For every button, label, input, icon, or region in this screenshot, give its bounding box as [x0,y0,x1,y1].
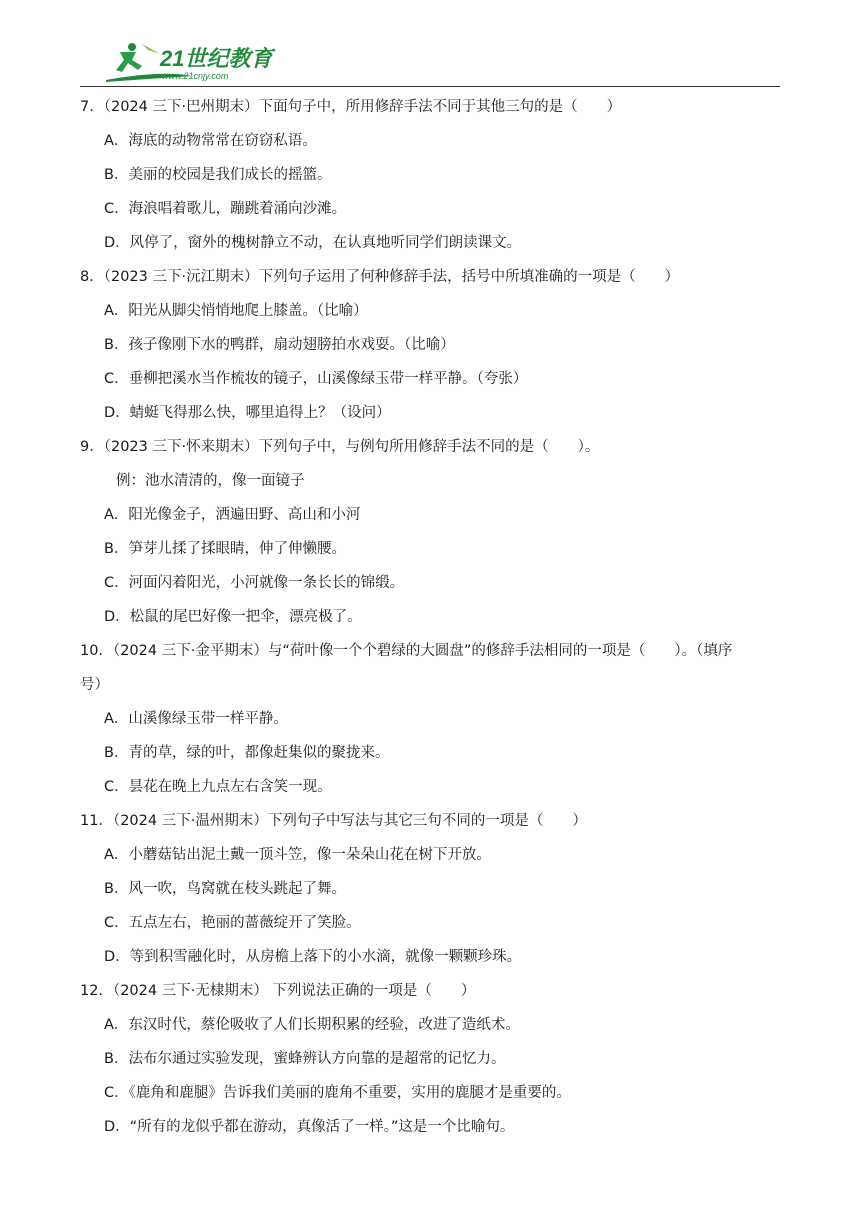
question-10 [80,634,780,804]
option-b: B．孩子像刚下水的鸭群，扇动翅膀拍水戏耍。（比喻） [104,337,455,353]
option-d: D．“所有的龙似乎都在游动，真像活了一样。”这是一个比喻句。 [104,1119,515,1135]
option-c: C．《鹿角和鹿腿》告诉我们美丽的鹿角不重要，实用的鹿腿才是重要的。 [104,1085,571,1101]
question-list [80,90,780,1144]
option-c: C．五点左右，艳丽的蔷薇绽开了笑脸。 [104,915,361,931]
option-a: A．海底的动物常常在窃窃私语。 [104,133,317,149]
option-a: A．阳光从脚尖悄悄地爬上膝盖。（比喻） [104,303,368,319]
question-stem: 7．（2024 三下·巴州期末）下面句子中，所用修辞手法不同于其他三句的是（ ） [80,99,622,115]
question-7 [80,90,780,260]
option-a: A．山溪像绿玉带一样平静。 [104,711,288,727]
question-12 [80,974,780,1144]
option-c: C．河面闪着阳光，小河就像一条长长的锦缎。 [104,575,405,591]
logo [102,40,282,84]
question-11 [80,804,780,974]
question-stem: 10．（2024 三下·金平期末）与“荷叶像一个个碧绿的大圆盘”的修辞手法相同的一项是（ ）。（填序 [80,643,733,659]
question-stem: 11．（2024 三下·温州期末）下列句子中写法与其它三句不同的一项是（ ） [80,813,587,829]
question-stem: 12．（2024 三下·无棣期末） 下列说法正确的一项是（ ） [80,983,476,999]
question-stem: 8．（2023 三下·沅江期末）下列句子运用了何种修辞手法，括号中所填准确的一项是（ ） [80,269,680,285]
option-d: D．等到积雪融化时，从房檐上落下的小水滴，就像一颗颗珍珠。 [104,949,522,965]
option-b: B．美丽的校园是我们成长的摇篮。 [104,167,332,183]
question-stem: 9．（2023 三下·怀来期末）下列句子中，与例句所用修辞手法不同的是（ ）。 [80,439,600,455]
option-b: B．青的草，绿的叶，都像赶集似的聚拢来。 [104,745,390,761]
header-divider [80,86,780,87]
option-b: B．法布尔通过实验发现，蜜蜂辨认方向靠的是超常的记忆力。 [104,1051,506,1067]
option-a: A．阳光像金子，洒遍田野、高山和小河 [104,507,361,523]
example-sentence: 例：池水清清的，像一面镜子 [116,473,305,489]
question-8 [80,260,780,430]
logo-title: 21世纪教育 [160,46,273,71]
option-a: A．小蘑菇钻出泥土戴一顶斗笠，像一朵朵山花在树下开放。 [104,847,491,863]
option-d: D．蜻蜓飞得那么快，哪里追得上？（设问） [104,405,391,421]
option-a: A．东汉时代，蔡伦吸收了人们长期积累的经验，改进了造纸术。 [104,1017,520,1033]
question-stem-continued: 号） [80,677,109,693]
logo-url: www.21cnjy.com [162,71,229,81]
option-c: C．垂柳把溪水当作梳妆的镜子，山溪像绿玉带一样平静。（夸张） [104,371,528,387]
option-b: B．风一吹，鸟窝就在枝头跳起了舞。 [104,881,346,897]
option-c: C．昙花在晚上九点左右含笑一现。 [104,779,332,795]
option-c: C．海浪唱着歌儿，蹦跳着涌向沙滩。 [104,201,347,217]
option-b: B．笋芽儿揉了揉眼睛，伸了伸懒腰。 [104,541,346,557]
question-9 [80,430,780,634]
option-d: D．风停了，窗外的槐树静立不动，在认真地听同学们朗读课文。 [104,235,522,251]
option-d: D．松鼠的尾巴好像一把伞，漂亮极了。 [104,609,362,625]
page-header [100,40,780,90]
